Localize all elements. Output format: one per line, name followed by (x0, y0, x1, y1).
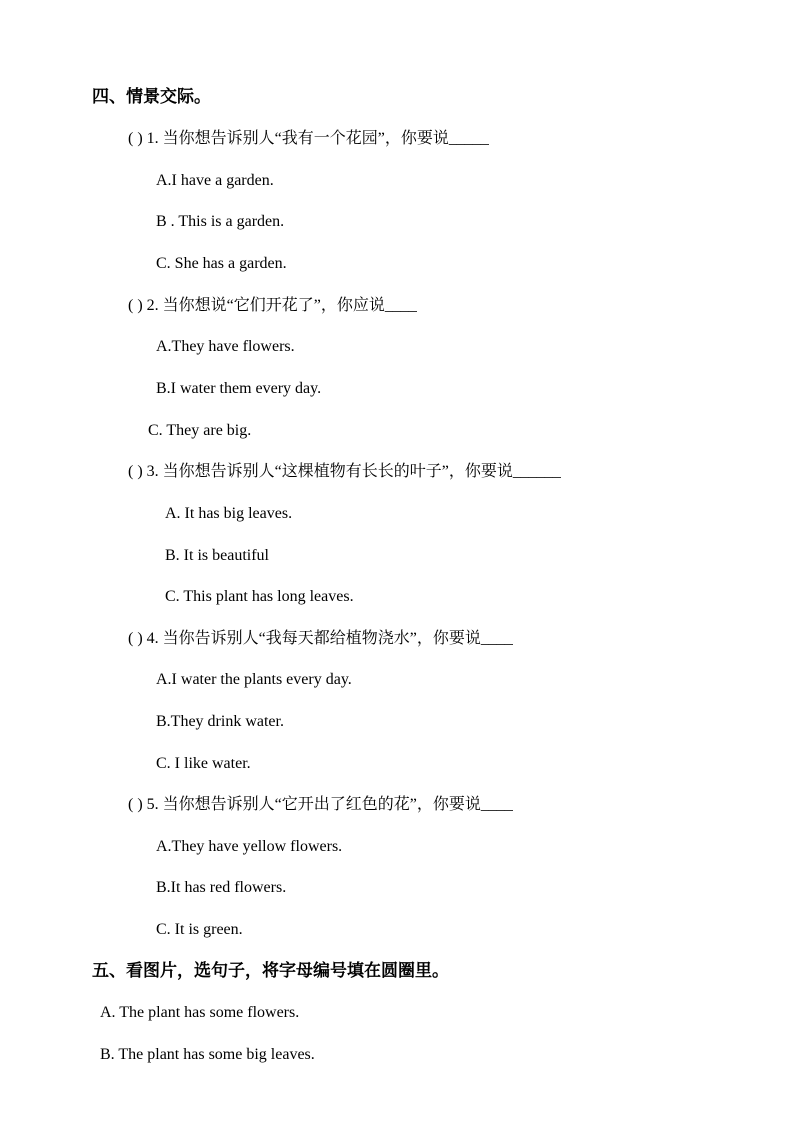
section-5-option-b: B. The plant has some big leaves. (100, 1046, 315, 1063)
question-1-option-c: C. She has a garden. (156, 255, 287, 272)
question-2-option-c: C. They are big. (148, 422, 252, 439)
question-3-option-a: A. It has big leaves. (165, 505, 293, 522)
question-5-option-c: C. It is green. (156, 921, 243, 938)
question-3-prompt: ( ) 3. 当你想告诉别人“这棵植物有长长的叶子”，你要说______ (128, 463, 561, 480)
question-5-option-a: A.They have yellow flowers. (156, 838, 343, 855)
question-4-option-b: B.They drink water. (156, 713, 284, 730)
question-4-prompt: ( ) 4. 当你告诉别人“我每天都给植物浇水”，你要说____ (128, 630, 513, 647)
question-4-option-c: C. I like water. (156, 755, 251, 772)
question-2-option-b: B.I water them every day. (156, 380, 322, 397)
question-2-prompt: ( ) 2. 当你想说“它们开花了”，你应说____ (128, 297, 417, 314)
question-3-option-c: C. This plant has long leaves. (165, 588, 354, 605)
question-1-prompt: ( ) 1. 当你想告诉别人“我有一个花园”，你要说_____ (128, 130, 489, 147)
question-2-option-a: A.They have flowers. (156, 338, 295, 355)
question-3-option-b: B. It is beautiful (165, 547, 269, 564)
section-5-heading: 五、看图片，选句子，将字母编号填在圆圈里。 (92, 961, 449, 980)
question-1-option-a: A.I have a garden. (156, 172, 274, 189)
section-4-heading: 四、情景交际。 (92, 87, 211, 106)
question-5-option-b: B.It has red flowers. (156, 879, 287, 896)
question-4-option-a: A.I water the plants every day. (156, 671, 352, 688)
question-5-prompt: ( ) 5. 当你想告诉别人“它开出了红色的花”，你要说____ (128, 796, 513, 813)
section-5-option-a: A. The plant has some flowers. (100, 1004, 300, 1021)
question-1-option-b: B . This is a garden. (156, 213, 285, 230)
